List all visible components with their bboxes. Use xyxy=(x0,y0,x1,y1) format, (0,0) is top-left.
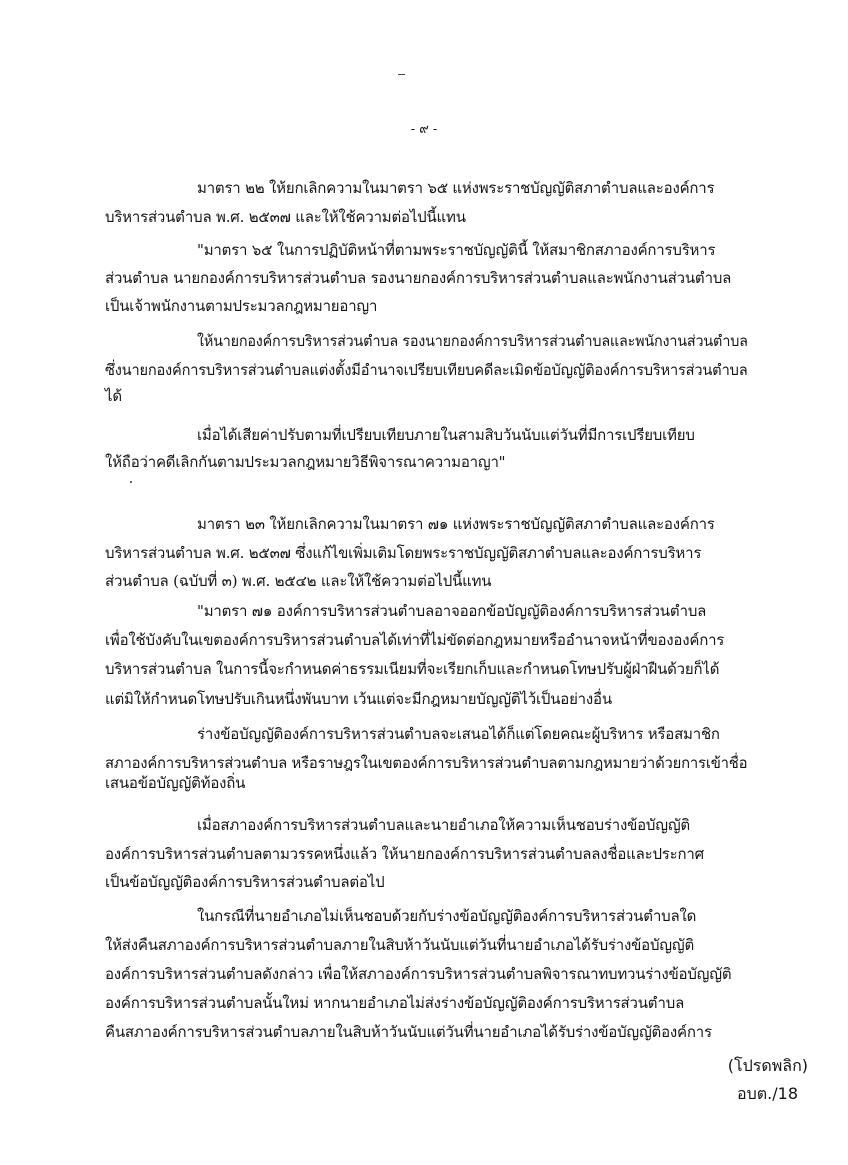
section23-line-9: สภาองค์การบริหารส่วนตำบล หรือราษฎรในเขตองค์การบริหารส่วนตำบลตามกฎหมายว่าด้วยการเข้าชื่อ xyxy=(105,754,748,772)
section23-line-17: องค์การบริหารส่วนตำบลนั้นใหม่ หากนายอำเภอไม่ส่งร่างข้อบัญญัติองค์การบริหารส่วนตำบล xyxy=(105,994,685,1012)
section22-line-9: เมื่อได้เสียค่าปรับตามที่เปรียบเทียบภายในสามสิบวันนับแต่วันที่มีการเปรียบเทียบ xyxy=(197,426,695,444)
page-number: - ๙ - xyxy=(410,122,438,137)
section23-line-8: ร่างข้อบัญญัติองค์การบริหารส่วนตำบลจะเสนอได้ก็แต่โดยคณะผู้บริหาร หรือสมาชิก xyxy=(197,725,720,743)
section22-line-5: เป็นเจ้าพนักงานตามประมวลกฎหมายอาญา xyxy=(105,297,378,315)
section22-line-8: ได้ xyxy=(105,387,122,405)
section22-line-4: ส่วนตำบล นายกองค์การบริหารส่วนตำบล รองนายกองค์การบริหารส่วนตำบลและพนักงานส่วนตำบล xyxy=(105,269,732,287)
section23-line-16: องค์การบริหารส่วนตำบลดังกล่าว เพื่อให้สภาองค์การบริหารส่วนตำบลพิจารณาทบทวนร่างข้อบัญญัติ xyxy=(105,965,732,983)
section23-line-10: เสนอข้อบัญญัติท้องถิ่น xyxy=(105,774,246,792)
section23-line-15: ให้ส่งคืนสภาองค์การบริหารส่วนตำบลภายในสิบห้าวันนับแต่วันที่นายอำเภอได้รับร่างข้อบัญญัติ xyxy=(105,936,694,954)
section23-line-2: บริหารส่วนตำบล พ.ศ. ๒๕๓๗ ซึ่งแก้ไขเพิ่มเติมโดยพระราชบัญญัติสภาตำบลและองค์การบริหาร xyxy=(105,544,702,562)
section22-line-6: ให้นายกองค์การบริหารส่วนตำบล รองนายกองค์การบริหารส่วนตำบลและพนักงานส่วนตำบล xyxy=(197,332,748,350)
section23-line-18: คืนสภาองค์การบริหารส่วนตำบลภายในสิบห้าวันนับแต่วันที่นายอำเภอได้รับร่างข้อบัญญัติองค์การ xyxy=(105,1023,712,1041)
section23-line-7: แต่มิให้กำหนดโทษปรับเกินหนึ่งพันบาท เว้นแต่จะมีกฎหมายบัญญัติไว้เป็นอย่างอื่น xyxy=(105,690,612,708)
section23-line-13: เป็นข้อบัญญัติองค์การบริหารส่วนตำบลต่อไป xyxy=(105,873,385,891)
section23-line-12: องค์การบริหารส่วนตำบลตามวรรคหนึ่งแล้ว ให้นายกองค์การบริหารส่วนตำบลลงชื่อและประกาศ xyxy=(105,845,704,863)
section23-line-14: ในกรณีที่นายอำเภอไม่เห็นชอบด้วยกับร่างข้อบัญญัติองค์การบริหารส่วนตำบลใด xyxy=(197,907,697,925)
section22-line-7: ซึ่งนายกองค์การบริหารส่วนตำบลแต่งตั้งมีอำนาจเปรียบเทียบคดีละเมิดข้อบัญญัติองค์การบริหารส่วนตำบล xyxy=(105,361,748,379)
scan-speck xyxy=(130,481,132,483)
turn-page-note: (โปรดพลิก) xyxy=(727,1056,808,1075)
section23-line-1: มาตรา ๒๓ ให้ยกเลิกความในมาตรา ๗๑ แห่งพระราชบัญญัติสภาตำบลและองค์การ xyxy=(197,515,715,533)
document-code: อบต./18 xyxy=(737,1084,798,1103)
section22-line-10: ให้ถือว่าคดีเลิกกันตามประมวลกฎหมายวิธีพิจารณาความอาญา" xyxy=(105,453,506,471)
section22-line-3: "มาตรา ๖๕ ในการปฏิบัติหน้าที่ตามพระราชบัญญัตินี้ ให้สมาชิกสภาองค์การบริหาร xyxy=(197,241,716,259)
section22-line-2: บริหารส่วนตำบล พ.ศ. ๒๕๓๗ และให้ใช้ความต่อไปนี้แทน xyxy=(105,208,466,226)
section22-line-1: มาตรา ๒๒ ให้ยกเลิกความในมาตรา ๖๕ แห่งพระราชบัญญัติสภาตำบลและองค์การ xyxy=(197,179,715,197)
section23-line-6: บริหารส่วนตำบล ในการนี้จะกำหนดค่าธรรมเนียมที่จะเรียกเก็บและกำหนดโทษปรับผู้ฝ่าฝืนด้วยก็ได้ xyxy=(105,660,720,678)
section23-line-3: ส่วนตำบล (ฉบับที่ ๓) พ.ศ. ๒๕๔๒ และให้ใช้ความต่อไปนี้แทน xyxy=(105,572,492,590)
section23-line-4: "มาตรา ๗๑ องค์การบริหารส่วนตำบลอาจออกข้อบัญญัติองค์การบริหารส่วนตำบล xyxy=(197,602,707,620)
section23-line-5: เพื่อใช้บังคับในเขตองค์การบริหารส่วนตำบลได้เท่าที่ไม่ขัดต่อกฎหมายหรืออำนาจหน้าที่ขององค์การ xyxy=(105,631,725,649)
section23-line-11: เมื่อสภาองค์การบริหารส่วนตำบลและนายอำเภอให้ความเห็นชอบร่างข้อบัญญัติ xyxy=(197,816,690,834)
scan-mark xyxy=(398,74,405,75)
